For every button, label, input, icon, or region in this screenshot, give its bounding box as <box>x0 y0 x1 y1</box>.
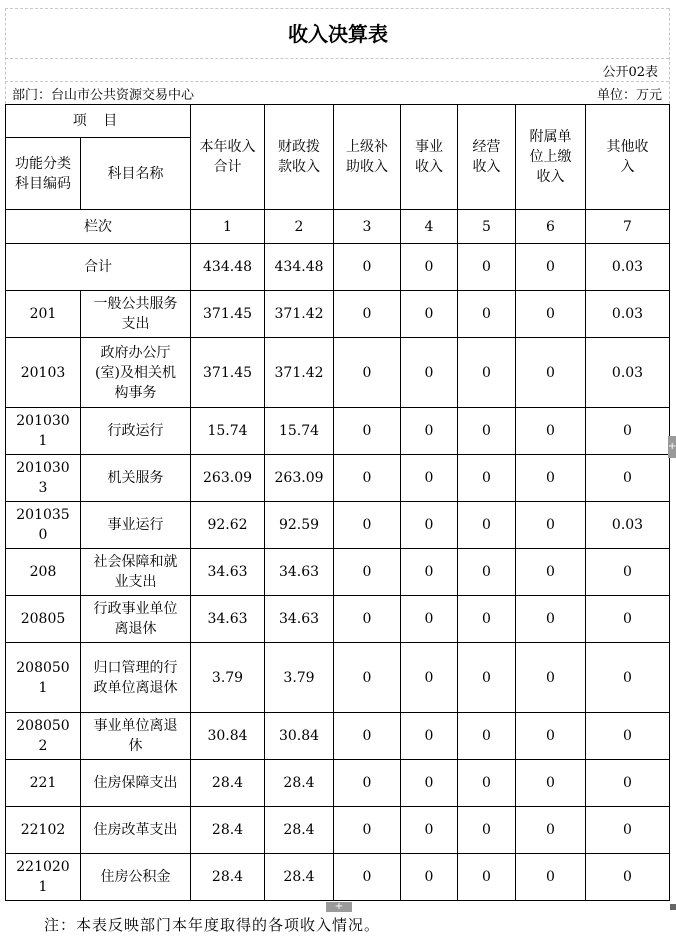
row-value-col-3: 0 <box>334 291 401 338</box>
row-value-col-1: 30.84 <box>191 713 265 760</box>
row-value-col-3: 0 <box>334 549 401 596</box>
total-value-col-6: 0 <box>516 244 586 291</box>
row-value-col-7: 0 <box>586 760 670 807</box>
row-value-col-6: 0 <box>516 549 586 596</box>
row-value-col-1: 92.62 <box>191 502 265 549</box>
table-row <box>6 549 670 596</box>
row-name: 行政运行 <box>81 408 191 455</box>
table-row <box>6 854 670 901</box>
row-value-col-1: 263.09 <box>191 455 265 502</box>
column-expand-handle[interactable] <box>668 436 676 458</box>
row-value-col-5: 0 <box>458 291 516 338</box>
grid-guide-formno <box>5 81 669 82</box>
row-value-col-4: 0 <box>401 807 458 854</box>
table-row <box>6 502 670 549</box>
row-code: 2010303 <box>6 455 81 502</box>
row-value-col-3: 0 <box>334 455 401 502</box>
header-col-1: 本年收入合计 <box>191 105 265 210</box>
row-value-col-4: 0 <box>401 760 458 807</box>
column-index-3: 3 <box>334 210 401 244</box>
total-value-col-7: 0.03 <box>586 244 670 291</box>
unit-label: 单位：万元 <box>596 88 662 103</box>
row-code: 2210201 <box>6 854 81 901</box>
row-value-col-3: 0 <box>334 643 401 713</box>
row-value-col-6: 0 <box>516 502 586 549</box>
row-expand-handle[interactable]: + <box>326 902 352 912</box>
column-index-4: 4 <box>401 210 458 244</box>
row-name: 住房改革支出 <box>81 807 191 854</box>
row-value-col-6: 0 <box>516 455 586 502</box>
row-value-col-3: 0 <box>334 596 401 643</box>
row-code: 20103 <box>6 338 81 408</box>
row-value-col-2: 28.4 <box>265 807 334 854</box>
row-value-col-2: 28.4 <box>265 760 334 807</box>
table-row <box>6 291 670 338</box>
row-value-col-7: 0.03 <box>586 338 670 408</box>
grid-guide-title <box>5 58 669 59</box>
row-code: 20805 <box>6 596 81 643</box>
column-index-label: 栏次 <box>6 210 191 244</box>
row-value-col-1: 15.74 <box>191 408 265 455</box>
column-index-1: 1 <box>191 210 265 244</box>
row-value-col-5: 0 <box>458 502 516 549</box>
row-value-col-6: 0 <box>516 338 586 408</box>
row-value-col-6: 0 <box>516 713 586 760</box>
row-code: 2010301 <box>6 408 81 455</box>
total-value-col-3: 0 <box>334 244 401 291</box>
row-value-col-5: 0 <box>458 408 516 455</box>
table-row <box>6 643 670 713</box>
table-row <box>6 455 670 502</box>
row-value-col-2: 34.63 <box>265 549 334 596</box>
column-index-2: 2 <box>265 210 334 244</box>
row-value-col-4: 0 <box>401 502 458 549</box>
header-col-4: 事业收入 <box>401 105 458 210</box>
row-value-col-4: 0 <box>401 549 458 596</box>
row-value-col-5: 0 <box>458 807 516 854</box>
row-value-col-7: 0 <box>586 596 670 643</box>
row-value-col-7: 0 <box>586 854 670 901</box>
row-code: 22102 <box>6 807 81 854</box>
row-value-col-2: 92.59 <box>265 502 334 549</box>
row-value-col-1: 28.4 <box>191 807 265 854</box>
header-col-7: 其他收入 <box>586 105 670 210</box>
row-value-col-6: 0 <box>516 807 586 854</box>
row-value-col-7: 0 <box>586 643 670 713</box>
row-value-col-3: 0 <box>334 807 401 854</box>
row-name: 归口管理的行政单位离退休 <box>81 643 191 713</box>
header-col-3: 上级补助收入 <box>334 105 401 210</box>
row-value-col-5: 0 <box>458 455 516 502</box>
row-name: 住房保障支出 <box>81 760 191 807</box>
row-name: 行政事业单位离退休 <box>81 596 191 643</box>
column-index-7: 7 <box>586 210 670 244</box>
table-row <box>6 596 670 643</box>
row-value-col-7: 0 <box>586 408 670 455</box>
grid-guide-top <box>5 8 669 9</box>
row-name: 机关服务 <box>81 455 191 502</box>
row-value-col-7: 0 <box>586 549 670 596</box>
row-value-col-6: 0 <box>516 291 586 338</box>
income-final-accounts-table <box>5 104 670 901</box>
header-col-5: 经营收入 <box>458 105 516 210</box>
row-value-col-7: 0 <box>586 807 670 854</box>
row-name: 一般公共服务支出 <box>81 291 191 338</box>
row-value-col-4: 0 <box>401 408 458 455</box>
row-value-col-2: 28.4 <box>265 854 334 901</box>
row-value-col-3: 0 <box>334 338 401 408</box>
page-title: 收入决算表 <box>288 22 388 46</box>
row-value-col-1: 371.45 <box>191 338 265 408</box>
row-value-col-6: 0 <box>516 854 586 901</box>
row-value-col-3: 0 <box>334 502 401 549</box>
row-name: 事业单位离退休 <box>81 713 191 760</box>
row-value-col-2: 34.63 <box>265 596 334 643</box>
row-code: 2010350 <box>6 502 81 549</box>
row-value-col-1: 34.63 <box>191 549 265 596</box>
row-value-col-3: 0 <box>334 760 401 807</box>
total-value-col-1: 434.48 <box>191 244 265 291</box>
row-value-col-1: 34.63 <box>191 596 265 643</box>
header-col-6: 附属单位上缴收入 <box>516 105 586 210</box>
row-value-col-2: 15.74 <box>265 408 334 455</box>
department-label: 部门：台山市公共资源交易中心 <box>12 88 195 103</box>
table-row <box>6 338 670 408</box>
row-value-col-2: 371.42 <box>265 291 334 338</box>
row-name: 住房公积金 <box>81 854 191 901</box>
row-value-col-4: 0 <box>401 455 458 502</box>
row-value-col-1: 28.4 <box>191 854 265 901</box>
row-value-col-7: 0.03 <box>586 291 670 338</box>
column-index-6: 6 <box>516 210 586 244</box>
form-number: 公开02表 <box>602 65 658 80</box>
row-value-col-6: 0 <box>516 643 586 713</box>
total-label: 合计 <box>6 244 191 291</box>
row-value-col-1: 28.4 <box>191 760 265 807</box>
resize-corner-handle[interactable] <box>670 904 676 910</box>
row-value-col-3: 0 <box>334 408 401 455</box>
row-code: 201 <box>6 291 81 338</box>
row-value-col-4: 0 <box>401 338 458 408</box>
row-value-col-4: 0 <box>401 854 458 901</box>
row-value-col-5: 0 <box>458 643 516 713</box>
row-value-col-6: 0 <box>516 760 586 807</box>
header-col-2: 财政拨款收入 <box>265 105 334 210</box>
row-value-col-2: 3.79 <box>265 643 334 713</box>
row-value-col-4: 0 <box>401 713 458 760</box>
row-name: 事业运行 <box>81 502 191 549</box>
row-value-col-4: 0 <box>401 291 458 338</box>
total-value-col-5: 0 <box>458 244 516 291</box>
header-name: 科目名称 <box>81 138 191 210</box>
row-value-col-5: 0 <box>458 854 516 901</box>
header-code: 功能分类科目编码 <box>6 138 81 210</box>
column-index-5: 5 <box>458 210 516 244</box>
row-code: 2080501 <box>6 643 81 713</box>
row-value-col-2: 263.09 <box>265 455 334 502</box>
row-value-col-2: 371.42 <box>265 338 334 408</box>
row-value-col-1: 371.45 <box>191 291 265 338</box>
row-value-col-4: 0 <box>401 596 458 643</box>
total-value-col-2: 434.48 <box>265 244 334 291</box>
row-value-col-4: 0 <box>401 643 458 713</box>
row-value-col-2: 30.84 <box>265 713 334 760</box>
row-value-col-6: 0 <box>516 596 586 643</box>
row-value-col-5: 0 <box>458 338 516 408</box>
table-row <box>6 760 670 807</box>
row-value-col-3: 0 <box>334 713 401 760</box>
header-item: 项 目 <box>6 105 191 138</box>
row-code: 221 <box>6 760 81 807</box>
row-value-col-7: 0 <box>586 713 670 760</box>
row-value-col-5: 0 <box>458 760 516 807</box>
row-value-col-6: 0 <box>516 408 586 455</box>
row-code: 208 <box>6 549 81 596</box>
row-name: 政府办公厅(室)及相关机构事务 <box>81 338 191 408</box>
row-value-col-1: 3.79 <box>191 643 265 713</box>
row-value-col-5: 0 <box>458 549 516 596</box>
row-value-col-5: 0 <box>458 713 516 760</box>
row-code: 2080502 <box>6 713 81 760</box>
row-value-col-3: 0 <box>334 854 401 901</box>
total-value-col-4: 0 <box>401 244 458 291</box>
table-row <box>6 713 670 760</box>
table-row <box>6 408 670 455</box>
row-value-col-7: 0 <box>586 455 670 502</box>
table-note: 注：本表反映部门本年度取得的各项收入情况。 <box>44 916 381 934</box>
row-name: 社会保障和就业支出 <box>81 549 191 596</box>
row-value-col-7: 0.03 <box>586 502 670 549</box>
table-row <box>6 807 670 854</box>
row-value-col-5: 0 <box>458 596 516 643</box>
